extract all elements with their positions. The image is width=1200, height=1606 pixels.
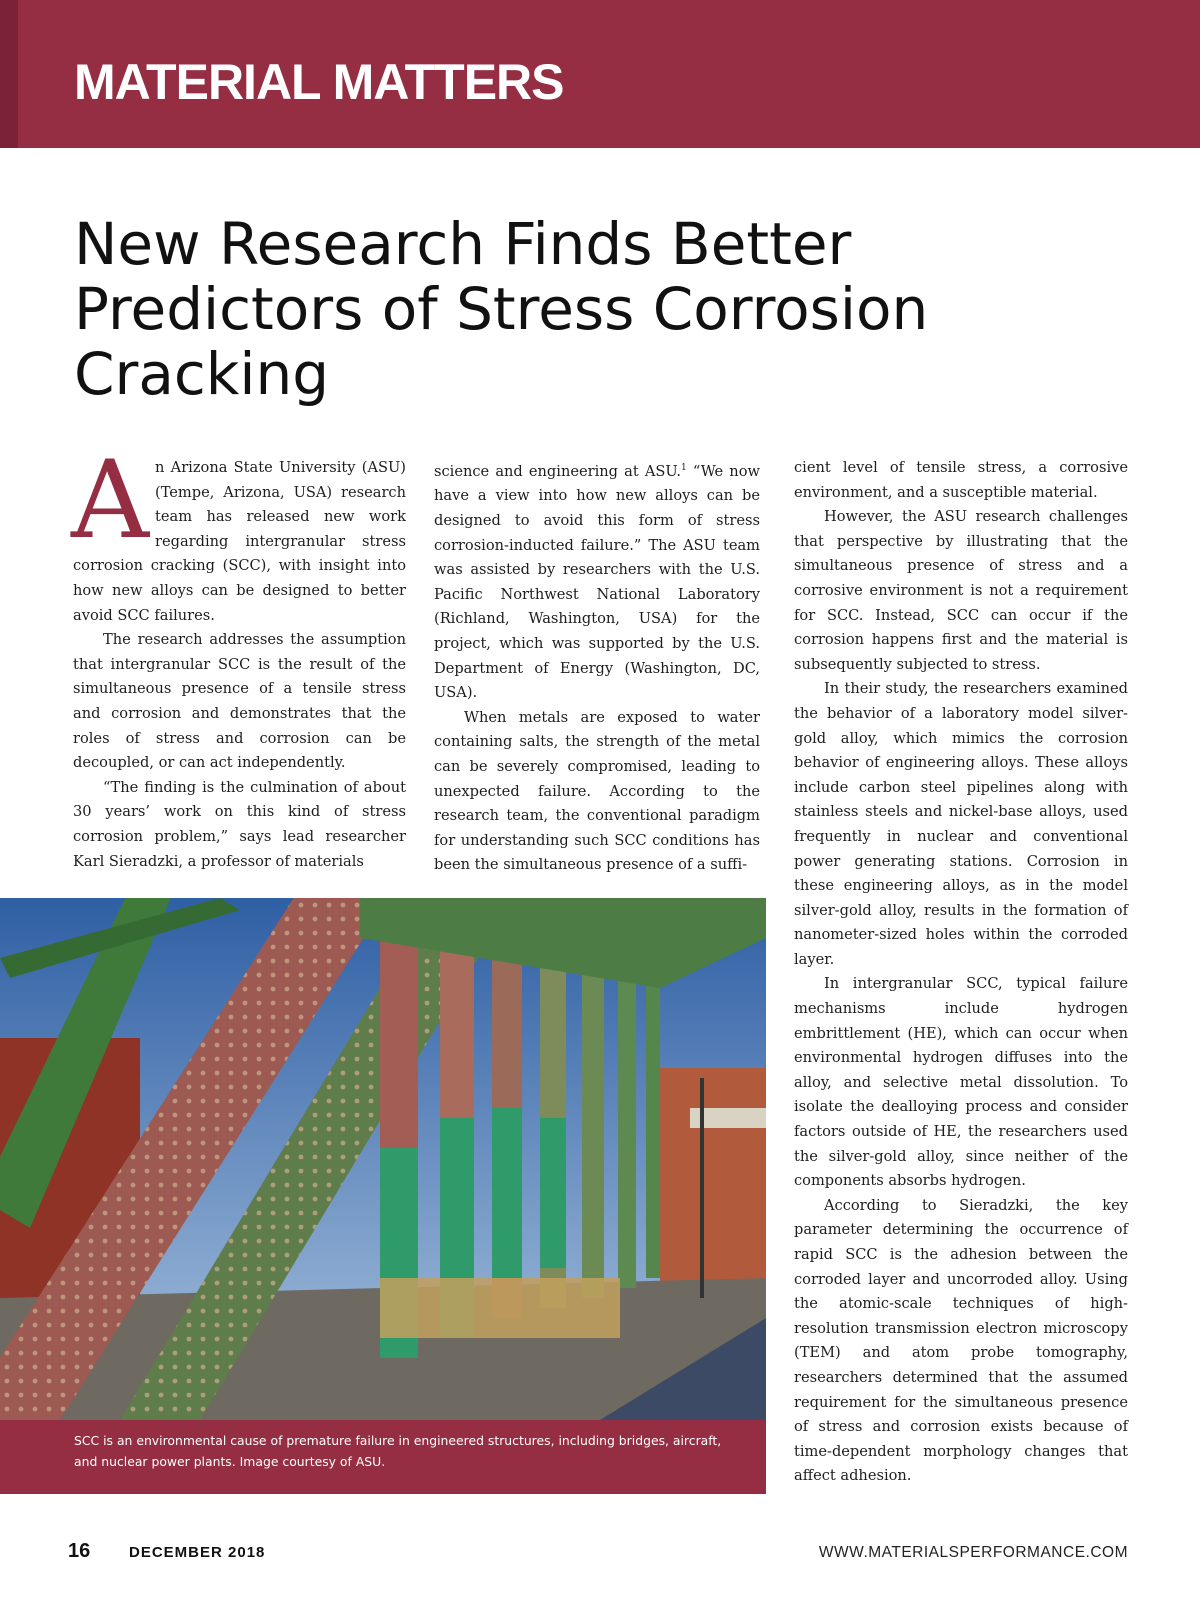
issue-date: DECEMBER 2018: [129, 1544, 266, 1561]
paragraph-7: However, the ASU research challenges that perspective by illustrating that the simultaneous presence of stress and a corrosive environment is not a requirement for SCC. Instead, SCC can occur if the corrosion happens first and the material is subsequently subjected to stress.: [794, 508, 1128, 673]
paragraph-5: When metals are exposed to water containing salts, the strength of the metal can be severely compromised, leading to unexpected failure. According to the research team, the conventional paradigm for understanding such SCC conditions has been the simultaneous presence of a suffi-: [434, 708, 760, 874]
paragraph-1: [71, 438, 406, 628]
article-column-3: [794, 456, 1128, 1489]
banner-edge-stripe: [0, 0, 18, 148]
lamp-post: [700, 1078, 704, 1298]
paragraph-9: In intergranular SCC, typical failure mechanisms include hydrogen embrittlement (HE), which can occur when environmental hydrogen diffuses into the alloy, and selective metal dissolution. To isolate the dealloying process and consider factors outside of HE, the researchers used the silver-gold alloy, since neither of the components absorbs hydrogen.: [794, 975, 1128, 1190]
section-title: [74, 52, 564, 112]
column-6: [618, 958, 636, 1288]
paragraph-4-end: “We now have a view into how new alloys can be designed to avoid this form of stress corrosion-inducted failure.” The ASU team was assisted by researchers with the U.S. Pacific Northwest National Laboratory (Richland, Washington, USA) for the project, which was supported by the U.S. Department of Energy (Washington, DC, USA).: [434, 462, 760, 702]
article-column-2: [434, 456, 760, 878]
bridge-photo: [0, 898, 766, 1420]
section-title-bold: MATTERS: [332, 54, 564, 110]
bridge-illustration: [0, 898, 766, 1420]
section-title-light: MATERIAL: [74, 54, 333, 110]
column-7: [646, 978, 660, 1278]
column-bases: [380, 1278, 620, 1338]
reference-superscript: 1: [680, 463, 687, 473]
paragraph-1-text: n Arizona State University (ASU) (Tempe, Arizona, USA) research team has released new work regarding intergranular stress corrosion cracking (SCC), with insight into how new alloys can be designed to better avoid SCC failures.: [73, 459, 406, 624]
photo-caption: SCC is an environmental cause of premature failure in engineered structures, including bridges, aircraft, and nuclear power plants. Image courtesy of ASU.: [74, 1433, 722, 1469]
article-column-1: [71, 438, 406, 874]
building-right: [660, 1068, 766, 1298]
drop-cap: A: [71, 438, 149, 563]
paragraph-4-start: science and engineering at ASU.: [434, 462, 681, 480]
paragraph-4: [434, 456, 760, 706]
website-url: WWW.MATERIALSPERFORMANCE.COM: [818, 1544, 1128, 1561]
article-headline: New Research Finds Better Predictors of Stress Corrosion Cracking: [74, 210, 929, 408]
column-5: [582, 938, 604, 1298]
paragraph-3: “The finding is the culmination of about 30 years’ work on this kind of stress corrosion problem,” says lead researcher Karl Sieradzki, a professor of materials: [73, 778, 406, 870]
paragraph-2: The research addresses the assumption that intergranular SCC is the result of the simultaneous presence of a tensile stress and corrosion and demonstrates that the roles of stress and corrosion can be decoupled, or can act independently.: [73, 631, 406, 772]
page-number: 16: [68, 1540, 91, 1562]
paragraph-6: cient level of tensile stress, a corrosive environment, and a susceptible material.: [794, 459, 1128, 501]
paragraph-10: According to Sieradzki, the key parameter determining the occurrence of rapid SCC is the adhesion between the corroded layer and uncorroded alloy. Using the atomic-scale techniques of high-resolution transmission electron microscopy (TEM) and atom probe tomography, researchers determined that the assumed requirement for the simultaneous presence of stress and corrosion exists because of time-dependent morphology changes that affect adhesion.: [794, 1196, 1128, 1485]
paragraph-8: In their study, the researchers examined the behavior of a laboratory model silver-gold alloy, which mimics the corrosion behavior of engineering alloys. These alloys include carbon steel pipelines along with stainless steels and nickel-base alloys, used frequently in nuclear and conventional power generating stations. Corrosion in these engineering alloys, as in the model silver-gold alloy, results in the formation of nanometer-sized holes within the corroded layer.: [794, 680, 1128, 968]
